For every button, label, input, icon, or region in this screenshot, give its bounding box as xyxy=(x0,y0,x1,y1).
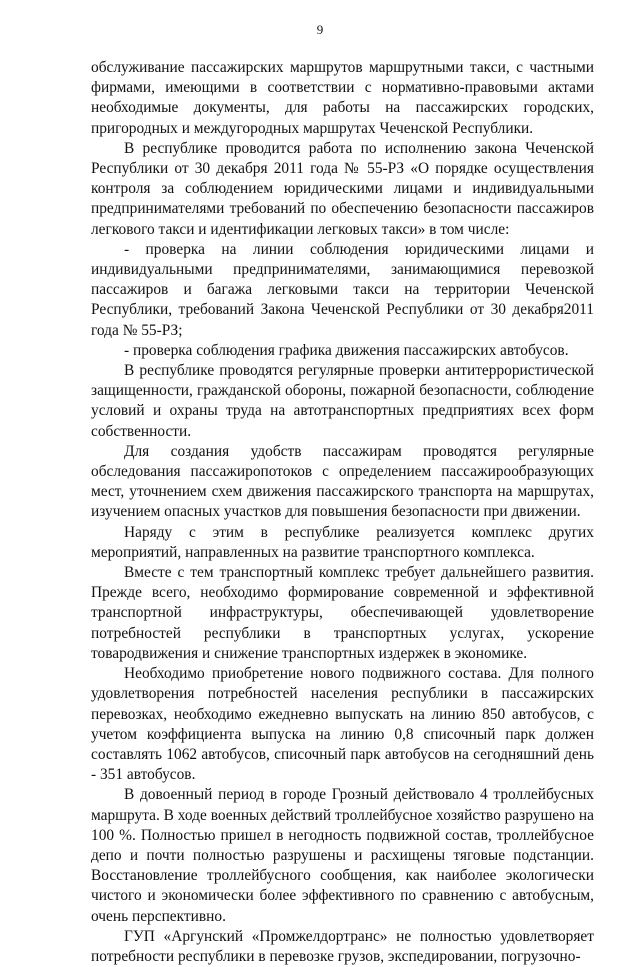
paragraph: Необходимо приобретение нового подвижного состава. Для полного удовлетворения потребностей населения республики в пассажирских перевозках, необходимо ежедневно выпускать на линию 850 автобусов, с учетом коэффициента выпуска на линию 0,8 списочный парк должен составлять 1062 автобусов, списочный парк автобусов на сегодняшний день - 351 автобусов. xyxy=(91,665,594,784)
paragraph: ГУП «Аргунский «Промжелдортранс» не полностью удовлетворяет потребности республики в перевозке грузов, экспедировании, погрузочно- xyxy=(91,927,594,965)
paragraph: В довоенный период в городе Грозный действовало 4 троллейбусных маршрута. В ходе военных действий троллейбусное хозяйство разрушено на 100 %. Полностью пришел в негодность подвижной состав, троллейбусное депо и почти полностью разрушены и расхищены тяговые подстанции. Восстановление троллейбусного сообщения, как наиболее экологически чистого и экономически более эффективного по сравнению с автобусным, очень перспективно. xyxy=(91,786,594,925)
paragraph: Вместе с тем транспортный комплекс требует дальнейшего развития. Прежде всего, необходимо формирование современной и эффективной транспортной инфраструктуры, обеспечивающей удовлетворение потребностей республики в транспортных услугах, ускорение товародвижения и снижение транспортных издержек в экономике. xyxy=(91,564,594,662)
paragraph: Наряду с этим в республике реализуется комплекс других мероприятий, направленных на развитие транспортного комплекса. xyxy=(91,523,594,561)
list-item: - проверка соблюдения графика движения пассажирских автобусов. xyxy=(124,341,569,359)
paragraph: обслуживание пассажирских маршрутов маршрутными такси, с частными фирмами, имеющими в соответствии с нормативно-правовыми актами необходимые документы, для работы на пассажирских городских, пригородных и междугородных маршрутах Чеченской Республики. xyxy=(91,59,594,137)
paragraph: В республике проводятся регулярные проверки антитеррористической защищенности, гражданской обороны, пожарной безопасности, соблюдение условий и охраны труда на автотранспортных предприятиях всех форм собственности. xyxy=(91,362,594,440)
page-number: 9 xyxy=(316,22,324,37)
paragraph: Для создания удобств пассажирам проводятся регулярные обследования пассажиропотоков с определением пассажирообразующих мест, уточнением схем движения пассажирского транспорта на маршрутах, изучением опасных участков для повышения безопасности при движении. xyxy=(91,442,594,521)
document-body xyxy=(91,58,594,967)
list-item: - проверка на линии соблюдения юридическими лицами и индивидуальными предпринимателями, занимающимися перевозкой пассажиров и багажа легковыми такси на территории Чеченской Республики, требований Закона Чеченской Республики от 30 декабря2011 года № 55-РЗ; xyxy=(91,240,594,339)
paragraph: В республике проводится работа по исполнению закона Чеченской Республики от 30 декабря 2011 года № 55-РЗ «О порядке осуществления контроля за соблюдением юридическими лицами и индивидуальными предпринимателями требований по обеспечению безопасности пассажиров легкового такси и идентификации легковых такси» в том числе: xyxy=(91,139,594,238)
